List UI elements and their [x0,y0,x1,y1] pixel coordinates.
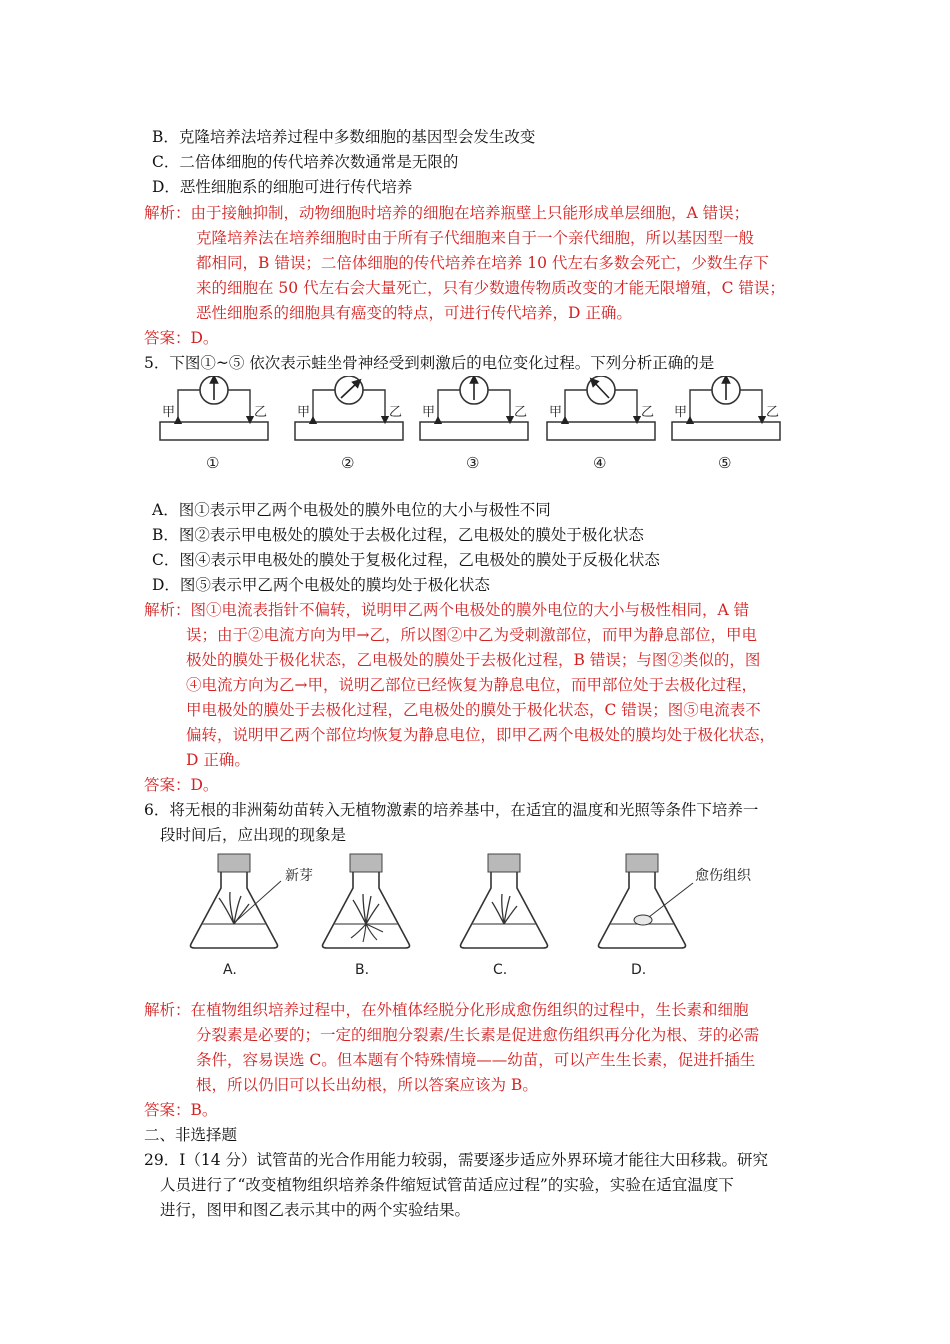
q6-analysis-line-1: 解析：在植物组织培养过程中，在外植体经脱分化形成愈伤组织的过程中，生长素和细胞 [144,1001,749,1019]
q5-option-d: D．图⑤表示甲乙两个电极处的膜均处于极化状态 [152,576,490,594]
q5-option-b: B．图②表示甲电极处的膜处于去极化过程，乙电极处的膜处于极化状态 [152,526,644,544]
q5-option-a: A．图①表示甲乙两个电极处的膜外电位的大小与极性不同 [152,501,551,519]
nerve-bar [547,422,655,440]
left-wire [313,390,335,420]
q4-analysis-line-2: 克隆培养法在培养细胞时由于所有子代细胞来自于一个亲代细胞，所以基因型一般 [196,229,755,247]
q6-analysis-line-2: 分裂素是必要的；一定的细胞分裂素/生长素是促进愈伤组织再分化为根、芽的必需 [196,1026,760,1044]
q5-answer: 答案：D。 [144,776,219,794]
q5-stem: 5．下图①~⑤ 依次表示蛙坐骨神经受到刺激后的电位变化过程。下列分析正确的是 [144,354,715,372]
nerve-bar [295,422,403,440]
label-jia: 甲 [162,405,176,420]
q29-line-3: 进行，图甲和图乙表示其中的两个实验结果。 [160,1201,471,1219]
left-wire [690,390,712,420]
galvanometer-4 [547,376,655,472]
nerve-bar [672,422,780,440]
q5-analysis-line-7: D 正确。 [186,751,250,769]
galvanometer-5 [672,376,780,472]
right-wire [488,390,510,420]
diagram-caption: ① [206,454,220,472]
flask-figure [185,848,785,983]
label-yi: 乙 [389,405,403,420]
flask-b [323,854,410,978]
label-jia: 甲 [422,405,436,420]
label-yi: 乙 [766,405,780,420]
caption-c: C. [493,962,508,978]
left-wire [178,390,200,420]
q4-analysis-line-3: 都相同，B 错误；二倍体细胞的传代培养在培养 10 代左右多数会死亡，少数生存下 [196,254,769,272]
q4-analysis-line-5: 恶性细胞系的细胞具有癌变的特点，可进行传代培养，D 正确。 [196,304,632,322]
diagram-caption: ③ [466,454,480,472]
flask-d [599,854,752,978]
caption-b: B. [355,962,370,978]
q4-answer: 答案：D。 [144,329,219,347]
galvanometer-diagram [150,376,810,476]
q4-option-d: D．恶性细胞系的细胞可进行传代培养 [152,178,413,196]
caption-d: D. [631,962,647,978]
label-jia: 甲 [297,405,311,420]
label-yi: 乙 [254,405,268,420]
q29-line-2: 人员进行了“改变植物组织培养条件缩短试管苗适应过程”的实验，实验在适宜温度下 [160,1176,734,1194]
diagram-caption: ② [341,454,355,472]
label-yi: 乙 [514,405,528,420]
right-wire [740,390,762,420]
label-callus: 愈伤组织 [695,868,751,884]
left-wire [438,390,460,420]
galvanometer-1 [160,376,268,472]
q29-line-1: 29．I（14 分）试管苗的光合作用能力较弱，需要逐步适应外界环境才能往大田移栽。研究 [144,1151,768,1169]
flask-a [191,854,314,978]
q6-answer: 答案：B。 [144,1101,218,1119]
section-heading: 二、非选择题 [144,1126,238,1144]
diagram-caption: ④ [593,454,607,472]
diagram-caption: ⑤ [718,454,732,472]
q5-analysis-line-3: 极处的膜处于极化状态，乙电极处的膜处于去极化过程，B 错误；与图②类似的，图 [186,651,761,669]
q4-analysis-line-1: 解析：由于接触抑制，动物细胞时培养的细胞在培养瓶壁上只能形成单层细胞，A 错误； [144,204,750,222]
nerve-bar [160,422,268,440]
q6-analysis-line-3: 条件，容易误选 C。但本题有个特殊情境——幼苗，可以产生生长素，促进扦插生 [196,1051,756,1069]
q6-stem-line-2: 段时间后，应出现的现象是 [160,826,347,844]
label-yi: 乙 [641,405,655,420]
right-wire [615,390,637,420]
q4-option-c: C．二倍体细胞的传代培养次数通常是无限的 [152,153,459,171]
nerve-bar [420,422,528,440]
q4-option-b: B．克隆培养法培养过程中多数细胞的基因型会发生改变 [152,128,536,146]
label-jia: 甲 [674,405,688,420]
q5-analysis-line-4: ④电流方向为乙→甲，说明乙部位已经恢复为静息电位，而甲部位处于去极化过程， [186,676,757,694]
q5-analysis-line-1: 解析：图①电流表指针不偏转，说明甲乙两个电极处的膜外电位的大小与极性相同，A 错 [144,601,750,619]
q6-stem-line-1: 6．将无根的非洲菊幼苗转入无植物激素的培养基中，在适宜的温度和光照等条件下培养一 [144,801,759,819]
caption-a: A. [223,962,237,978]
q6-analysis-line-4: 根，所以仍旧可以长出幼根，所以答案应该为 B。 [196,1076,538,1094]
q5-analysis-line-2: 误；由于②电流方向为甲→乙，所以图②中乙为受刺激部位，而甲为静息部位，甲电 [186,626,757,644]
flask-c [461,854,548,978]
q4-analysis-line-4: 来的细胞在 50 代左右会大量死亡，只有少数遗传物质改变的才能无限增殖，C 错误； [196,279,785,297]
q5-analysis-line-6: 偏转，说明甲乙两个部位均恢复为静息电位，即甲乙两个电极处的膜均处于极化状态， [186,726,776,744]
galvanometer-3 [420,376,528,472]
label-sprout: 新芽 [285,868,313,884]
right-wire [228,390,250,420]
right-wire [363,390,385,420]
label-jia: 甲 [549,405,563,420]
left-wire [565,390,587,420]
q5-analysis-line-5: 甲电极处的膜处于去极化过程，乙电极处的膜处于极化状态，C 错误；图⑤电流表不 [186,701,761,719]
q5-option-c: C．图④表示甲电极处的膜处于复极化过程，乙电极处的膜处于反极化状态 [152,551,660,569]
galvanometer-2 [295,376,403,472]
